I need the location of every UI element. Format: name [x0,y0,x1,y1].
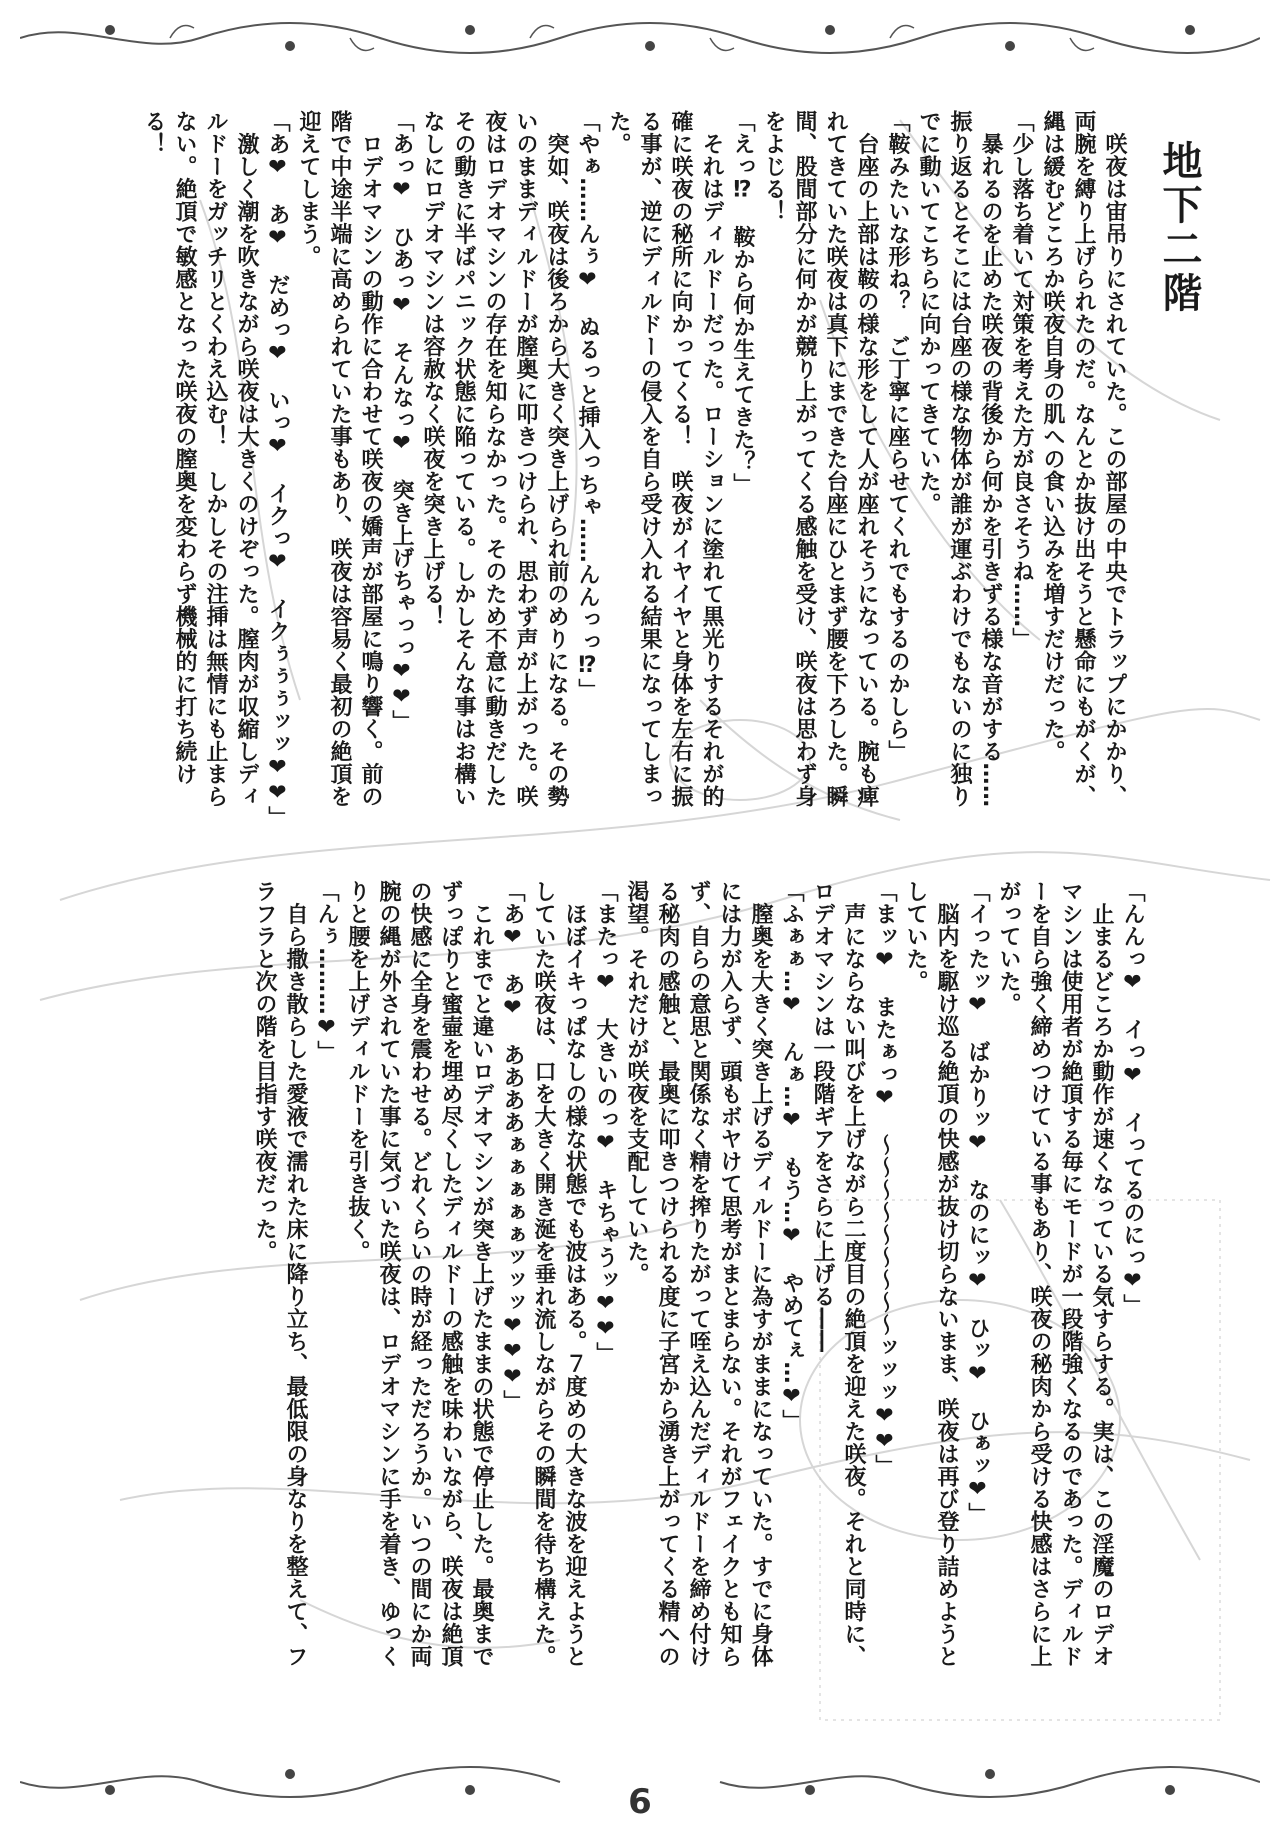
dialogue-line: 「えっ⁉ 鞍から何か生えてきた？」 [730,110,755,496]
dialogue-line: 「あ❤ あ❤ だめっ❤ いっ❤ イクっ❤ イクぅぅぅッッ❤❤」 [265,110,290,829]
dialogue-line: 「ふぁぁ…❤ んぁ…❤ もう…❤ やめてぇ…❤」 [779,880,804,1432]
paragraph: それはディルドーだった。ローションに塗れて黒光りするそれが的確に咲夜の秘所に向かってくる！ 咲夜がイヤイヤと身体を左右に振る事が、逆にディルドーの侵入を自ら受け入れる結果になってしまった。 [606,110,724,808]
paragraph: 声にならない叫びを上げながら二度目の絶頂を迎えた咲夜。それと同時に、ロデオマシンは一段階ギアをさらに上げる―― [810,880,866,1668]
dialogue-line: 「やぁ……んぅ❤ ぬるっと挿入っちゃ……んんっっ⁉」 [575,110,600,701]
paragraph: ロデオマシンの動作に合わせて咲夜の嬌声が部屋に鳴り響く。前の階で中途半端に高められていた事もあり、咲夜は容易く最初の絶頂を迎えてしまう。 [296,110,383,808]
paragraph: これまでと違いロデオマシンが突き上げたままの状態で停止した。最奥までずっぽりと蜜壷を埋め尽くしたディルドーの感触を味わいながら、咲夜は絶頂の快感に全身を震わせる。どれくらいの時が経っただろうか。いつの間にか両腕の縄が外されていた事に気づいた咲夜は、ロデオマシンに手を着き、ゆっくりと腰を上げディルドーを引き抜く。 [345,880,494,1668]
paragraph: 止まるどころか動作が速くなっている気すらする。実は、この淫魔のロデオマシンは使用者が絶頂する毎にモードが一段階強くなるのであった。ディルドーを自ら強く締めつけている事もあり、咲夜の秘肉から受ける快感はさらに上がっていた。 [996,880,1114,1668]
page-number: 6 [628,1782,652,1822]
section-title: 地下二階 [1156,140,1202,316]
paragraph: ほぼイキっぱなしの様な状態でも波はある。７度めの大きな波を迎えようとしていた咲夜は、口を大きく開き涎を垂れ流しながらその瞬間を待ち構えた。 [531,880,587,1668]
dialogue-line: 「少し落ち着いて対策を考えた方が良さそうね……」 [1009,110,1034,650]
dialogue-line: 「イったッ❤ ばかりッ❤ なのにッ❤ ひッ❤ ひぁッ❤」 [965,880,990,1525]
paragraph: 暴れるのを止めた咲夜の背後から何かを引きずる様な音がする……振り返るとそこには台座の様な物体が誰が運ぶわけでもないのに独りでに動いてこちらに向かってきていた。 [916,110,1003,808]
paragraph: 突如、咲夜は後ろから大きく突き上げられ前のめりになる。その勢いのままディルドーが膣奥に叩きつけられ、思わず声が上がった。咲夜はロデオマシンの存在を知らなかった。そのため不意に動きだしたその動きに半ばパニック状態に陥っている。しかしそんな事はお構いなしにロデオマシンは容赦なく咲夜を突き上げる！ [420,110,569,808]
top-text-block [120,110,1130,829]
bottom-text-block [118,880,1148,1680]
paragraph: 膣奥を大きく突き上げるディルドーに為すがままになっていた。すでに身体には力が入らず、頭もボヤけて思考がまとまらない。それがフェイクとも知らず、自らの意思と関係なく精を搾りたがって咥え込んだディルドーを締め付ける秘肉の感触と、最奥に叩きつけられる度に子宮から湧き上がってくる精への渇望。それだけが咲夜を支配していた。 [624,880,773,1668]
dialogue-line: 「んんっ❤ イっ❤ イってるのにっ❤」 [1120,880,1145,1317]
dialogue-line: 「またっ❤ 大きいのっ❤ キちゃうッ❤❤」 [593,880,618,1365]
dialogue-line: 「鞍みたいな形ね？ ご丁寧に座らせてくれでもするのかしら」 [885,110,910,763]
top-vine-border [20,8,1260,68]
paragraph: 台座の上部は鞍の様な形をして人が座れそうになっている。腕も痺れてきていた咲夜は真下にまできた台座にひとまず腰を下ろした。瞬間、股間部分に何かが競り上がってくる感触を受け、咲夜は思わず身をよじる！ [761,110,879,808]
dialogue-line: 「あっ❤ ひあっ❤ そんなっ❤ 突き上げちゃっっ❤❤」 [389,110,414,733]
paragraph: 激しく潮を吹きながら咲夜は大きくのけぞった。膣肉が収縮しディルドーをガッチリとくわえ込む！ しかしその注挿は無情にも止まらない。絶頂で敏感となった咲夜の膣奥を変わらず機械的に打ち続ける！ [141,110,259,808]
dialogue-line: 「まッ❤ またぁっ❤ 〜〜〜〜〜〜〜〜〜ッッッ❤❤」 [872,880,897,1477]
dialogue-line: 「んぅ………❤」 [314,880,339,1063]
paragraph: 自ら撒き散らした愛液で濡れた床に降り立ち、最低限の身なりを整えて、フラフラと次の階を目指す咲夜だった。 [252,880,308,1668]
dialogue-line: 「あ❤ あ❤ ああああぁぁぁぁぁッッッ❤❤❤」 [500,880,525,1413]
paragraph: 脳内を駆け巡る絶頂の快感が抜け切らないまま、咲夜は再び登り詰めようとしていた。 [903,880,959,1668]
paragraph: 咲夜は宙吊りにされていた。この部屋の中央でトラップにかかり、両腕を縛り上げられたのだ。なんとか抜け出そうと懸命にもがくが、縄は緩むどころか咲夜自身の肌への食い込みを増すだけだった。 [1040,110,1127,808]
